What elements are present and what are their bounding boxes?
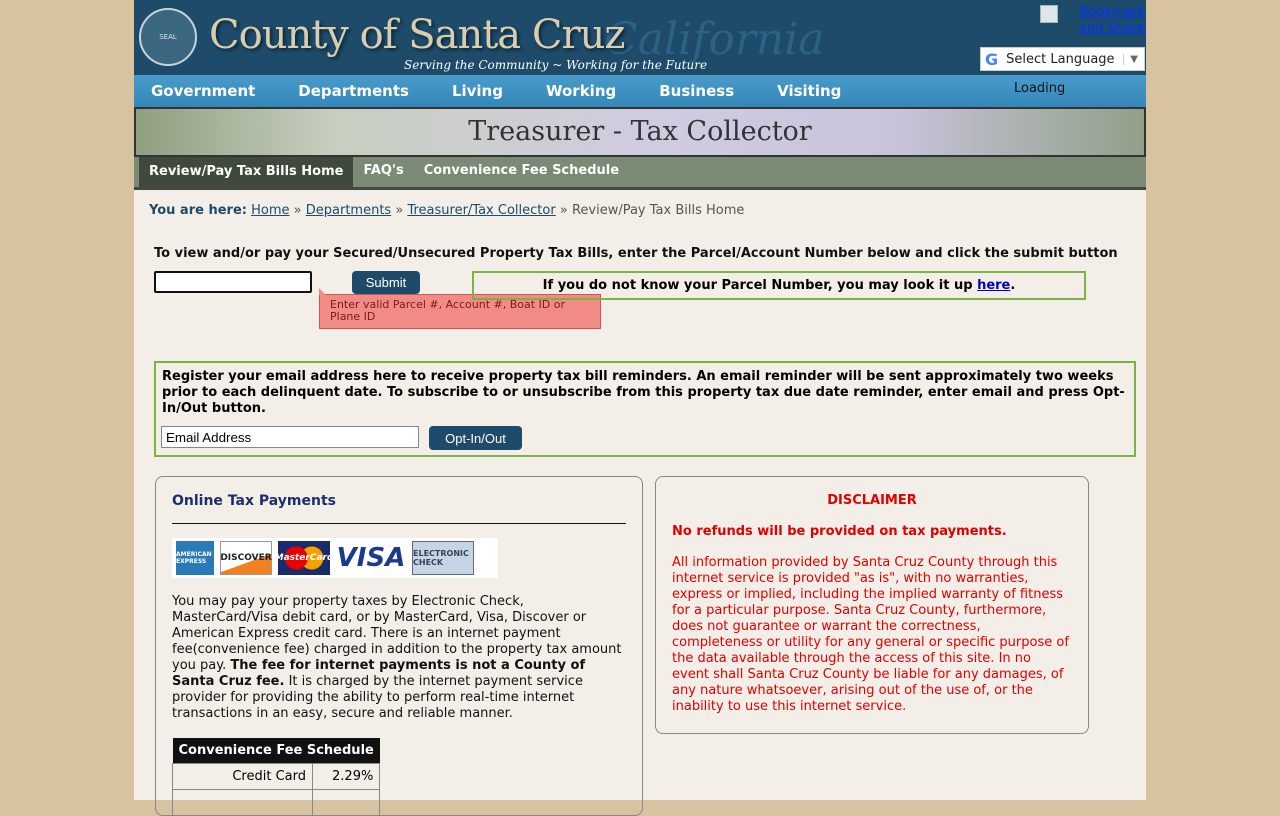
page <box>134 0 1146 800</box>
breadcrumb <box>149 203 744 218</box>
subnav-fee-schedule[interactable]: Convenience Fee Schedule <box>423 163 620 178</box>
language-label: Select Language <box>1006 51 1115 67</box>
google-icon: G <box>985 49 999 69</box>
sep: » <box>559 203 568 218</box>
opt-in-out-button[interactable]: Opt-In/Out <box>429 426 522 450</box>
bookmark-share-link[interactable]: Bookmark and Share <box>1078 5 1145 36</box>
payments-title: Online Tax Payments <box>172 493 626 524</box>
nav-departments[interactable]: Departments <box>298 82 409 100</box>
language-select[interactable] <box>980 47 1145 71</box>
card-logos <box>172 538 498 578</box>
table-row <box>173 764 380 790</box>
fee-table-header: Convenience Fee Schedule <box>173 738 380 764</box>
text1: You may pay your property taxes by Electronic Check, MasterCard/Visa debit card, or by MasterCard, Visa, Discover or American Express credit card. There is an internet payment fee(convenience fee) charged in addition to the property tax amount you pay. <box>172 594 622 673</box>
visa-icon: VISA <box>336 543 406 573</box>
email-reminder-box <box>154 361 1136 457</box>
breadcrumb-home[interactable]: Home <box>251 203 290 218</box>
email-input[interactable] <box>161 426 419 448</box>
disclaimer-title: DISCLAIMER <box>827 493 917 508</box>
payments-description <box>172 594 626 722</box>
online-payments-panel <box>155 476 643 816</box>
nav-business[interactable]: Business <box>659 82 735 100</box>
nav-visiting[interactable]: Visiting <box>777 82 842 100</box>
discover-icon: DISCOVER <box>220 541 272 575</box>
breadcrumb-treasurer[interactable]: Treasurer/Tax Collector <box>407 203 556 218</box>
fee-type: Credit Card <box>173 764 313 790</box>
fee-table <box>172 738 380 816</box>
parcel-number-input[interactable] <box>154 271 312 293</box>
disclaimer-text: All information provided by Santa Cruz County through this internet service is provided "as is", with no warranties, express or implied, including the implied warranty of fitness for a particular purpose. Santa Cruz County, furthermore, does not guarantee or warrant the correctness, completeness or utility for any general or specific purpose of the data available through the access of this site. In no event shall Santa Cruz County be liable for any damages, of any nature whatsoever, arising out of the use of, or the inability to use this internet service. <box>672 555 1069 714</box>
nav-government[interactable]: Government <box>151 82 256 100</box>
reminder-text: Register your email address here to receive property tax bill reminders. An email reminder will be sent approximately two weeks prior to each delinquent date. To subscribe to or unsubscribe from this property tax due date reminder, enter email and press Opt-In/Out button. <box>162 369 1125 416</box>
sep: » <box>293 203 302 218</box>
amex-icon: AMERICAN EXPRESS <box>176 541 214 575</box>
sep: » <box>395 203 404 218</box>
bookmark-icon[interactable] <box>1040 5 1058 23</box>
lookup-here-link[interactable]: here <box>977 278 1011 293</box>
nav-working[interactable]: Working <box>545 82 617 100</box>
california-watermark: California <box>604 14 825 65</box>
sub-nav <box>134 157 1146 190</box>
disclaimer-panel <box>655 476 1089 734</box>
no-refunds-notice: No refunds will be provided on tax payments. <box>672 524 1007 539</box>
breadcrumb-departments[interactable]: Departments <box>305 203 392 218</box>
breadcrumb-current: Review/Pay Tax Bills Home <box>571 203 745 218</box>
site-header <box>134 0 1146 75</box>
tagline: Serving the Community ~ Working for the Future <box>404 58 708 72</box>
validation-tooltip: Enter valid Parcel #, Account #, Boat ID or Plane ID <box>319 294 601 329</box>
text2: It is charged by the internet payment service provider for providing the ability to perform real-time internet transactions in an easy, secure and reliable manner. <box>172 674 583 721</box>
breadcrumb-label: You are here: <box>149 203 247 218</box>
parcel-lookup-box: If you do not know your Parcel Number, you may look it up here. <box>472 271 1086 300</box>
dropdown-arrow-icon: ▼ <box>1123 54 1144 65</box>
subnav-faqs[interactable]: FAQ's <box>363 163 404 178</box>
subnav-home[interactable]: Review/Pay Tax Bills Home <box>139 157 353 187</box>
loading-text: Loading <box>1014 81 1066 96</box>
lookup-help-text: If you do not know your Parcel Number, you may look it up <box>542 278 973 293</box>
submit-button[interactable]: Submit <box>352 271 420 294</box>
department-banner: Treasurer - Tax Collector <box>134 107 1146 157</box>
county-seal-logo[interactable]: SEAL <box>139 8 197 66</box>
main-nav <box>134 75 1146 107</box>
lookup-instructions: To view and/or pay your Secured/Unsecured Property Tax Bills, enter the Parcel/Account Number below and click the submit button <box>154 246 1118 261</box>
mastercard-icon: MasterCard <box>278 541 330 575</box>
echeck-icon: ELECTRONIC CHECK <box>412 541 474 575</box>
nav-living[interactable]: Living <box>451 82 503 100</box>
fee-note: The fee for internet payments is not a County of Santa Cruz fee. <box>172 658 586 689</box>
fee-rate: 2.29% <box>313 764 380 790</box>
table-row <box>173 790 380 816</box>
site-title[interactable]: County of Santa Cruz <box>209 12 625 58</box>
